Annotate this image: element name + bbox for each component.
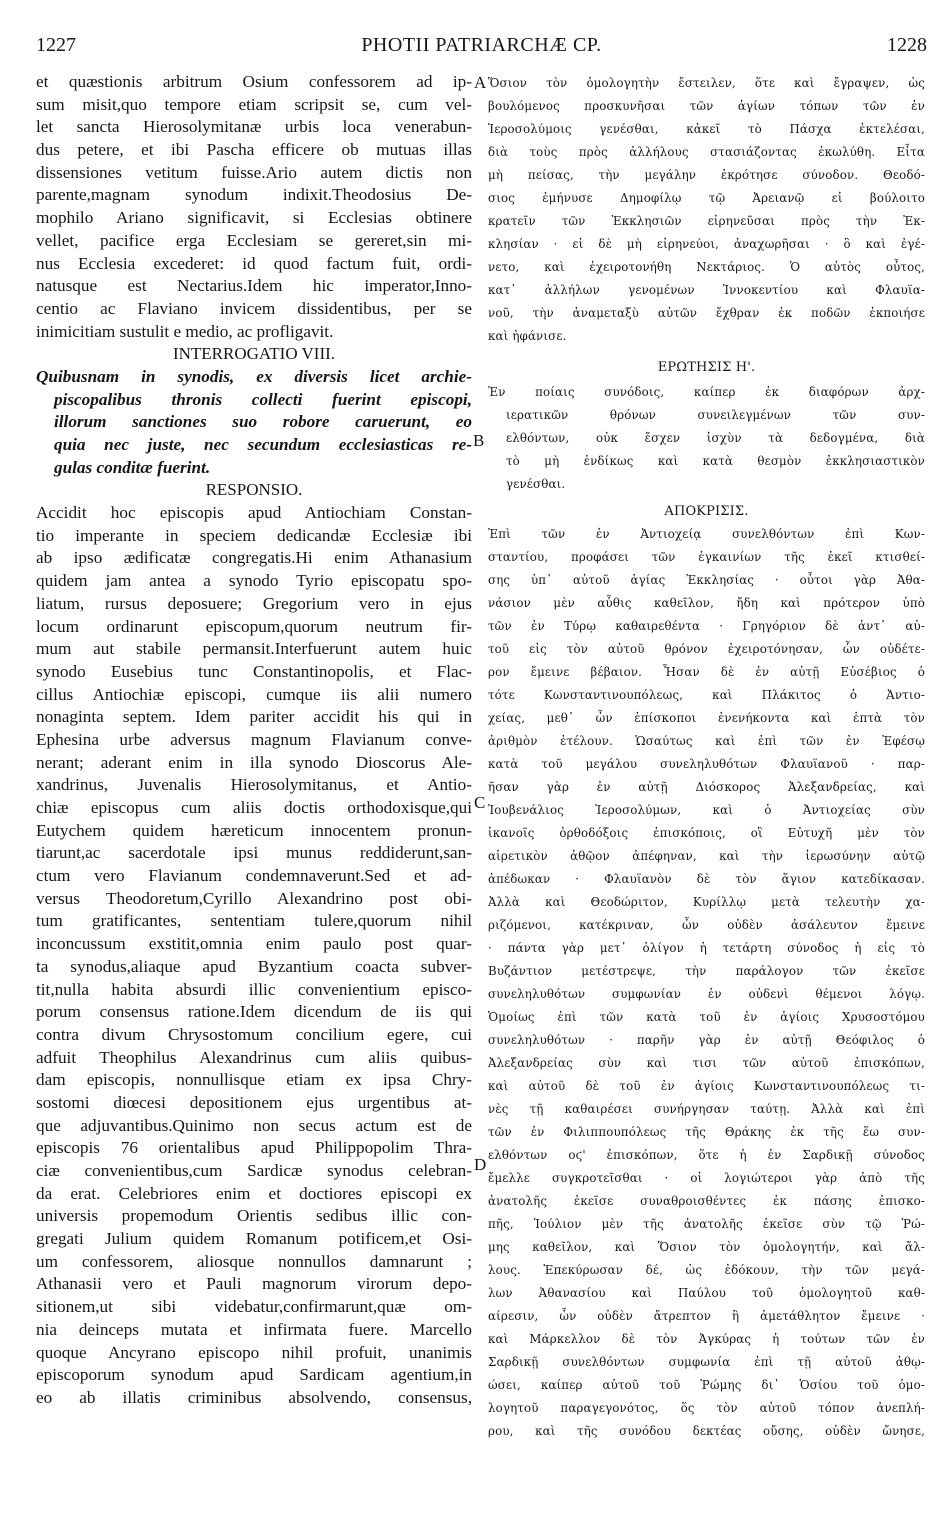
text-line: dam episcopis, nonnullisque etiam ex ipsa Chry- [36,1070,472,1090]
text-line: καὶ ἠφάνισε. [488,329,567,343]
greek-question [488,381,925,496]
text-line: νάσιον μὲν αὖθις καθεῖλον, ἤδη καὶ πρότερον ὑπὸ [488,596,925,610]
text-line: κατὰ τοῦ μεγάλου συνεληλυθότων Φλαυϊανοῦ · παρ- [488,757,925,771]
greek-intro [488,72,925,348]
text-line: Ἐπὶ τῶν ἐν Ἀντιοχείᾳ συνελθόντων ἐπὶ Κων- [488,527,925,541]
text-line: nia deinceps mutata et infirmata fuere. Marcello [36,1319,472,1339]
text-line: ρου, καὶ τῆς συνόδου δεκτέας οὔσης, οὐδὲν ὤνησε, [488,1424,925,1438]
text-line: contra divum Chrysostomum concilium egere, cui [36,1024,472,1044]
text-line: νετο, καὶ ἐχειροτονήθη Νεκτάριος. Ὁ αὐτὸς οὗτος, [488,260,925,274]
latin-answer [36,502,472,1410]
text-line: sostomi diœcesi depositionem ejus urgentibus at- [36,1092,472,1112]
greek-answer [488,523,925,1466]
text-line: ρον ἔμεινε βέβαιον. Ἦσαν δὲ ἐν αὐτῇ Εὐσέβιος ὁ [488,665,925,679]
text-line: adfuit Theophilus Alexandrinus cum aliis quibus- [36,1047,472,1067]
text-line: eo ab illatis criminibus absolvendo, consensus, [36,1387,472,1407]
text-line: um confessorem, aliosque nonnullos damnarunt ; [36,1251,472,1271]
text-line: universis propemodum Orientis sedibus illic con- [36,1206,472,1226]
text-line: Athanasii vero et Pauli magnorum virorum depo- [36,1274,472,1294]
text-line: κρατεῖν τῶν Ἐκκλησιῶν εἰρηνεῦσαι πρὸς τὴν Ἐκ- [488,214,925,228]
text-line: gulas conditæ fuerint. [54,457,211,477]
margin-marker-a: A [474,73,487,92]
text-line: ἔμελλε συγκροτεῖσθαι · οἱ λογιώτεροι γὰρ ἀπὸ τῆς [488,1171,925,1185]
question-heading-latin: INTERROGATIO VIII. [172,344,336,364]
text-line: que adjuvantibus.Quinimo non secus actum est de [36,1115,472,1135]
text-line: τὸ μὴ ἐνδίκως καὶ κατὰ θεσμὸν ἐκκλησιαστικὸν [506,454,925,468]
text-line: parente,magnam synodum indixit.Theodosius De- [36,185,472,205]
running-title: PHOTII PATRIARCHÆ CP. [361,34,602,56]
text-line: Ἀλεξανδρείας σὺν καὶ τισι τῶν αὐτοῦ ἐπισκόπων, [488,1056,925,1070]
margin-marker-d: D [474,1155,487,1174]
text-line: dus petere, et ibi Pascha efficere ob mutuas illas [36,140,472,160]
text-line: ελθόντων, οὐκ ἔσχεν ἰσχὺν τὰ δεδογμένα, διὰ [506,431,925,445]
text-line: dissensiones vetitum fuisse.Ario autem dictis non [36,162,472,182]
text-line: episcoporum synodum apud Sardicam agentium,in [36,1365,472,1385]
text-line: mophilo Ariano significavit, si Ecclesias obtinere [36,208,472,228]
text-line: Eutychem quidem hæreticum innocentem pronun- [36,820,472,840]
text-line: Σαρδικῇ συνελθόντων συμφωνία ἐπὶ τῇ αὐτοῦ ἀθῳ- [488,1355,925,1369]
text-line: σης ὑπ᾽ αὐτοῦ ἁγίας Ἐκκλησίας · οὗτοι γὰρ Ἀθα- [488,573,925,587]
text-line: et quæstionis arbitrum Osium confessorem ad ip- [36,72,472,91]
text-line: sitionem,ut sibi videbatur,confirmarunt,quæ om- [36,1297,472,1317]
text-line: Ephesina urbe adversus magnum Flavianum conve- [36,729,472,749]
text-line: διὰ τοὺς πρὸς ἀλλήλους στασιάζοντας ἐκωλύθη. Εἶτα [488,145,925,159]
text-line: βουλόμενος προσκυνῆσαι τῶν ἁγίων τόπων τῶν ἐν [488,99,925,113]
text-line: λογητοῦ παραγεγονότος, ὅς τὸν αὐτοῦ τόπον ἀνεπλή- [488,1401,925,1415]
text-line: quidem jam antea a synodo Tyrio episcopatu spo- [36,571,472,591]
answer-heading-greek: ΑΠΟΚΡΙΣΙΣ. [664,504,749,519]
running-header [36,34,927,64]
text-line: κατ᾽ ἀλλήλων γενομένων Ἰννοκεντίου καὶ Φλαυϊα- [488,283,925,297]
text-line: Βυζάντιον μετέστρεψε, τὴν παράλογον τῶν ἐκεῖσε [488,964,925,978]
text-line: tio imperante in speciem dedicandæ Ecclesiæ ibi [36,525,472,545]
text-line: tum gratificantes, sententiam tulere,quorum nihil [36,911,472,931]
left-page-number: 1227 [36,34,76,56]
text-line: tiarunt,ac sacerdotale ipsi munus reddiderunt,san- [36,843,472,863]
text-line: νοῦ, τὴν ἀναμεταξὺ αὐτῶν ἔχθραν ἐκ ποδῶν ἐκποιήσε [488,306,925,320]
text-line: καὶ Μάρκελλον δὲ τὸν Ἀγκύρας ἡ τούτων τῶν ἐν [488,1332,925,1346]
text-line: λους. Ἐπεκύρωσαν δέ, ὡς ἐδόκουν, τὴν τῶν μεγά- [488,1263,925,1277]
text-line: centio ac Flaviano invicem dissidentibus, per se [36,298,472,318]
text-line: κλησίαν · εἰ δὲ μὴ εἰρηνεύοι, ἀναχωρῆσαι · ὃ καὶ ἐγέ- [488,237,925,251]
text-line: versus Theodoretum,Cyrillo Alexandrino post obi- [36,888,472,908]
text-line: Ἐν ποίαις συνόδοις, καίπερ ἐκ διαφόρων ἀρχ- [488,385,925,399]
question-heading-greek: ΕΡΩΤΗΣΙΣ Η'. [657,360,756,375]
text-line: καὶ αὐτοῦ δὲ τοῦ ἐν ἁγίοις Κωνσταντινουπόλεως τι- [488,1079,925,1093]
text-line: πῆς, Ἰούλιον μὲν τῆς ἀνατολῆς ἐκεῖσε σὺν τῷ Ῥώ- [488,1217,925,1231]
text-line: ta synodus,aliaque apud Byzantium coacta subver- [36,956,472,976]
text-line: χείας, μεθ᾽ ὧν ἐπίσκοποι ἐνενήκοντα καὶ ἑπτὰ τὸν [488,711,925,725]
text-line: inimicitiam sustulit e medio, ac profligavit. [36,321,334,341]
text-line: ριζόμενοι, κατέκριναν, ὧν οὐδὲν ἀσάλευτον ἔμεινε [488,918,925,932]
text-line: Ἀλλὰ καὶ Θεοδώριτον, Κυρίλλῳ μετὰ τελευτὴν χα- [488,895,925,909]
text-line: μὴ πείσας, τὴν μεγάλην ἐκρότησε σύνοδον. Θεοδό- [488,168,925,182]
text-line: Ὁμοίως ἐπὶ τῶν κατὰ τοῦ ἐν ἁγίοις Χρυσοστόμου [488,1010,925,1024]
text-line: liatum, rursus deposuere; Gregorium vero in ejus [36,593,472,613]
text-line: τῶν ἐν Τύρῳ καθαιρεθέντα · Γρηγόριον δὲ ἀντ᾽ αὐ- [488,619,925,633]
text-line: ἀνατολῆς ἐκεῖσε συναθροισθέντες ἐκ πάσης ἐπισκο- [488,1194,925,1208]
text-line: quoque Ancyrano episcopo nihil profuit, unanimis [36,1342,472,1362]
text-line: σιος ἐμήνυσε Δημοφίλῳ τῷ Ἀρειανῷ εἰ βούλοιτο [488,191,925,205]
text-line: cillus Antiochiæ episcopi, cumque iis alii numero [36,684,472,704]
text-line: σταντίου, προφάσει τῶν ἐγκαινίων τῆς ἐκεῖ κτισθεί- [488,550,925,564]
text-line: τότε Κωνσταντινουπόλεως, καὶ Πλάκιτος ὁ Ἀντιο- [488,688,925,702]
text-line: vellet, pacifice erga Ecclesiam se gereret,sin mi- [36,230,472,250]
text-line: nonaginta septem. Idem pariter accidit his qui in [36,707,472,727]
text-line: τοῦ εἰς τὸν αὐτοῦ θρόνον ἐχειροτόνησαν, ὧν οὐδέτε- [488,642,925,656]
text-line: porum consensus ratione.Idem dicendum de iis qui [36,1002,472,1022]
text-line: tit,nulla habita absurdi illic convenientium episco- [36,979,472,999]
text-line: nerant; aderant enim in illa synodo Dioscorus Ale- [36,752,472,772]
text-line: Ἱεροσολύμοις γενέσθαι, κἀκεῖ τὸ Πάσχα ἐκτελέσαι, [488,122,925,136]
margin-marker-b: B [473,431,485,450]
text-line [488,1443,925,1466]
text-line: ώσει, καίπερ αὐτοῦ τοῦ Ῥώμης δι᾽ Ὁσίου τοῦ ὁμο- [488,1378,925,1392]
text-line: αίρεσιν, ὧν οὐδὲν ἄτρεπτον ἢ ἀμετάθλητον ἔμεινε · [488,1309,925,1323]
text-line: νὲς τῇ καθαιρέσει συνήργησαν ταύτῃ. Ἀλλὰ καὶ ἐπὶ [488,1102,925,1116]
text-line: ἀπέδωκαν · Φλαυϊανὸν δὲ τὸν ἅγιον κατεδίκασαν. [488,872,925,886]
text-line: ἱκανοῖς ὀρθοδόξοις ἐπισκόποις, οἳ Εὐτυχῆ μὲν τὸν [488,826,925,840]
text-line: Accidit hoc episcopis apud Antiochiam Constan- [36,503,472,523]
text-line: natusque est Nectarius.Idem hic imperator,Inno- [36,276,472,296]
latin-question [36,366,472,479]
text-line: ctum vero Flavianum condemnaverunt.Sed et ad- [36,866,472,886]
text-line: ελθόντων οϛ' ἐπισκόπων, ὅτε ἡ ἐν Σαρδικῇ σύνοδος [488,1148,925,1162]
text-line: συνεληλυθότων συμφωνίαν ἐν οὐδενὶ θέμενοι λόγῳ. [488,987,925,1001]
text-line: da erat. Celebriores enim et doctiores episcopi ex [36,1183,472,1203]
text-line: τῶν ἐν Φιλιππουπόλεως τῆς Θράκης ἐκ τῆς ἕω συν- [488,1125,925,1139]
text-line: episcopis 76 orientalibus apud Philippopolim Thra- [36,1138,472,1158]
text-line: ιερατικῶν θρόνων συνειλεγμένων τῶν συν- [506,408,925,422]
text-line: Ὅσιον τὸν ὁμολογητὴν ἔστειλεν, ὅτε καὶ ἔγραψεν, ὡς [488,76,925,90]
text-line: sum misit,quo tempore etiam scripsit se, cum vel- [36,94,472,114]
text-line: λων Ἀθανασίου καὶ Παύλου τοῦ ὁμολογητοῦ καθ- [488,1286,925,1300]
text-line: αἱρετικὸν ἀθῷον ἀπέφηναν, καὶ τὴν ἱερωσύνην αὐτῷ [488,849,925,863]
right-page-number: 1228 [887,34,927,56]
text-line: ciæ convenientibus,cum Sardicæ synodus celebran- [36,1161,472,1180]
text-line: Ἰουβενάλιος Ἱεροσολύμων, καὶ ὁ Ἀντιοχείας σὺν [488,803,925,817]
text-line: ῆσαν γὰρ ἐν αὐτῇ Διόσκορος Ἀλεξανδρείας, καὶ [488,780,925,794]
greek-column [488,72,925,1466]
text-line: let sancta Hierosolymitanæ urbis loca venerabun- [36,117,472,137]
text-line: locum ordinarunt episcopum,quorum neutrum fir- [36,616,472,636]
text-line: inconcussum exstitit,omnia enim paulo post quar- [36,934,472,954]
margin-marker-c: C [474,793,486,812]
text-line: piscopalibus thronis collecti fuerint episcopi, [54,389,472,409]
text-line: μης καθεῖλον, καὶ Ὅσιον τὸν ὁμολογητήν, καὶ ἄλ- [488,1240,925,1254]
answer-heading-latin: RESPONSIO. [205,480,303,500]
latin-column [36,71,472,1410]
text-line: synodo Eusebius tunc Constantinopolis, et Flac- [36,661,472,681]
text-line: ab ipso ædificatæ congregatis.Hi enim Athanasium [36,548,472,568]
text-line: quia nec juste, nec secundum ecclesiasticas re- [54,435,472,454]
text-line: ἀριθμὸν ἐτέλουν. Ὡσαύτως καὶ ἐπὶ τῶν ἐν Ἐφέσῳ [488,734,925,748]
text-line: illorum sanctiones suo robore caruerunt, eo [54,412,472,432]
text-line: nus Ecclesia excederet: id quod factum fuit, ordi- [36,253,472,273]
text-line: Quibusnam in synodis, ex diversis licet archie- [36,366,472,386]
text-line: γενέσθαι. [506,477,566,491]
latin-intro [36,71,472,343]
text-line: mum aut stabile permansit.Interfuerunt autem huic [36,639,472,659]
text-line: xandrinus, Juvenalis Hierosolymitanus, et Antio- [36,775,472,795]
text-line: · πάντα γὰρ μετ᾽ ὀλίγον ἡ τετάρτη σύνοδος ἡ εἰς τὸ [488,941,925,955]
text-line: gregati Julium quidem Romanum potificem,et Osi- [36,1229,472,1249]
text-line: chiæ episcopus cum aliis doctis orthodoxisque,qui [36,798,472,817]
text-line: συνεληλυθότων · παρῆν γὰρ ἐν αὐτῇ Θεόφιλος ὁ [488,1033,925,1047]
